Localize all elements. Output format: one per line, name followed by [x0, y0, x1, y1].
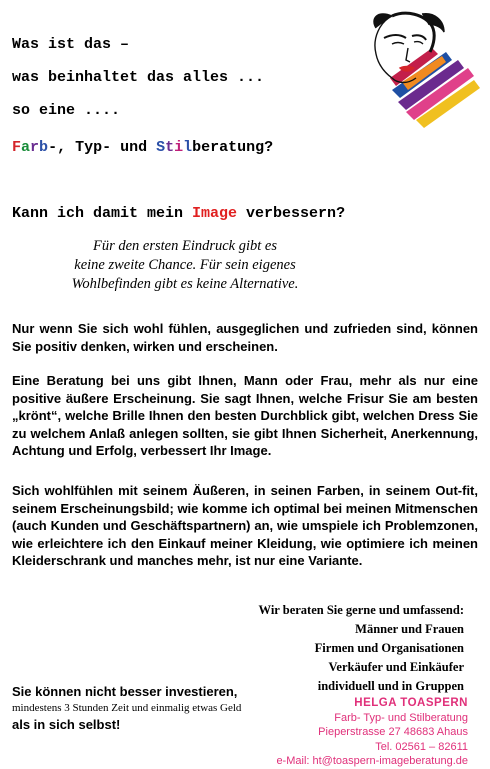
- woman-face-color-stripes-icon: [362, 8, 484, 134]
- heading-line-4-end: beratung?: [192, 139, 274, 156]
- heading-line-4: [12, 139, 273, 157]
- paragraph-1: Nur wenn Sie sich wohl fühlen, ausgeglichen und zufrieden sind, können Sie positiv denken, wirken und erscheinen.: [12, 321, 478, 354]
- invest-tagline: als in sich selbst!: [12, 717, 121, 732]
- question-highlight: Image: [192, 205, 238, 222]
- contact-address: Pieperstrasse 27 48683 Ahaus: [318, 726, 468, 738]
- services-item: individuell und in Gruppen: [317, 679, 464, 693]
- question-after: verbessern?: [237, 205, 346, 222]
- question-before: Kann ich damit mein: [12, 205, 193, 222]
- paragraph-3: Sich wohlfühlen mit seinem Äußeren, in seinen Farben, in seinem Out-fit, seinem Erscheinungsbild; wie komme ich optimal bei meinen Mitmenschen (auch Kunden und Geschäftspartnern) an, wie umspiele ich Problemzonen, wie erleichtere ich den Einkauf meiner Kleidung, wie optimiere ich meinen Kleiderschrank und manches mehr, ist nur eine Variante.: [12, 483, 478, 568]
- services-item: Männer und Frauen: [355, 622, 464, 636]
- color-stripes: [390, 48, 480, 128]
- quote-block: [40, 237, 330, 294]
- quote-line-2: keine zweite Chance. Für sein eigenes: [74, 257, 296, 273]
- farb-letter-r: r: [30, 139, 40, 156]
- heading-line-2: was beinhaltet das alles ...: [12, 69, 265, 86]
- services-intro: Wir beraten Sie gerne und umfassend:: [258, 603, 464, 617]
- contact-block: [276, 696, 468, 769]
- heading-line-1: Was ist das –: [12, 36, 130, 53]
- invest-subline: mindestens 3 Stunden Zeit und einmalig etwas Geld: [12, 702, 242, 714]
- services-item: Firmen und Organisationen: [314, 641, 464, 655]
- quote-line-1: Für den ersten Eindruck gibt es: [92, 238, 278, 254]
- stil-letter-i: i: [174, 139, 184, 156]
- contact-phone: Tel. 02561 – 82611: [375, 740, 468, 753]
- image-question: [12, 205, 345, 223]
- farb-letter-f: F: [12, 139, 22, 156]
- heading-line-4-mid: -, Typ- und: [48, 139, 157, 156]
- quote-line-3: Wohlbefinden gibt es keine Alternative.: [71, 276, 299, 292]
- paragraph-2: Eine Beratung bei uns gibt Ihnen, Mann oder Frau, mehr als nur eine positive äußere Erscheinung. Sie sagt Ihnen, welche Frisur Sie am besten „krönt“, welche Brille Ihnen den besten Durchblick gibt, welchen Dress Sie zu welchem Anlaß anlegen sollten, sie gibt Ihnen Sicherheit, Anerkennung, Achtung und Erfolg, verbessert Ihr Image.: [12, 373, 478, 458]
- farb-letter-b: b: [39, 139, 49, 156]
- services-item: Verkäufer und Einkäufer: [328, 660, 464, 674]
- services-list: [259, 601, 464, 696]
- stil-letter-l: l: [183, 139, 193, 156]
- heading-line-3: so eine ....: [12, 102, 121, 119]
- contact-name: HELGA TOASPERN: [354, 697, 468, 709]
- contact-email[interactable]: e-Mail: ht@toaspern-imageberatung.de: [276, 755, 468, 767]
- contact-service: Farb- Typ- und Stilberatung: [334, 711, 468, 724]
- invest-headline: Sie können nicht besser investieren,: [12, 684, 238, 699]
- farb-letter-a: a: [21, 139, 31, 156]
- stil-letter-s: S: [156, 139, 166, 156]
- stil-letter-t: t: [165, 139, 175, 156]
